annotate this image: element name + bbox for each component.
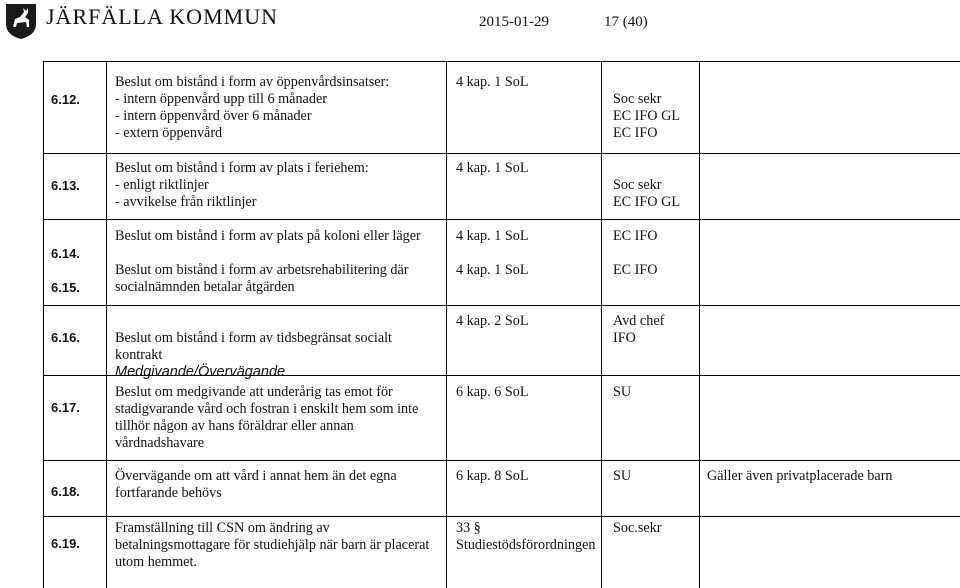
row-delegate: SU bbox=[613, 468, 632, 484]
row-description: Beslut om medgivande att underårig tas emot för stadigvarande vård och fostran i enskilt hem som inte tillhör någon av hans föräldrar eller annan vårdnadshavare bbox=[115, 384, 419, 451]
municipality-name: JÄRFÄLLA KOMMUN bbox=[46, 4, 278, 29]
row-delegate: EC IFO bbox=[613, 262, 658, 278]
row-description: Framställning till CSN om ändring av betalningsmottagare för studiehjälp när barn är placerat utom hemmet. bbox=[115, 520, 430, 570]
row-delegate: Soc.sekr bbox=[613, 520, 662, 536]
row-law: 4 kap. 1 SoL bbox=[456, 262, 529, 278]
section-subheading: Medgivande/Övervägande bbox=[115, 364, 286, 380]
row-number: 6.17. bbox=[51, 400, 80, 415]
row-delegate: Soc sekr EC IFO GL EC IFO bbox=[613, 91, 680, 141]
row-number: 6.19. bbox=[51, 536, 80, 551]
row-law: 4 kap. 1 SoL bbox=[456, 228, 529, 244]
row-description: Beslut om bistånd i form av plats på koloni eller läger bbox=[115, 228, 421, 244]
row-number: 6.12. bbox=[51, 92, 80, 107]
document-date: 2015-01-29 bbox=[479, 14, 549, 30]
row-divider bbox=[43, 219, 960, 220]
row-description: Beslut om bistånd i form av plats i feriehem: - enligt riktlinjer - avvikelse från riktlinjer bbox=[115, 160, 369, 210]
column-divider bbox=[699, 61, 700, 588]
column-divider bbox=[601, 61, 602, 588]
row-divider bbox=[43, 61, 960, 62]
row-divider bbox=[43, 516, 960, 517]
row-law: 4 kap. 1 SoL bbox=[456, 160, 529, 176]
row-number: 6.15. bbox=[51, 280, 80, 295]
row-delegate: Soc sekr EC IFO GL bbox=[613, 177, 680, 210]
jarfalla-crest-icon bbox=[4, 2, 38, 40]
row-number: 6.14. bbox=[51, 246, 80, 261]
row-divider bbox=[43, 460, 960, 461]
row-delegate: SU bbox=[613, 384, 632, 400]
row-law: 4 kap. 1 SoL bbox=[456, 74, 529, 90]
row-number: 6.18. bbox=[51, 484, 80, 499]
row-law: 4 kap. 2 SoL bbox=[456, 313, 529, 329]
row-divider bbox=[43, 153, 960, 154]
row-number: 6.16. bbox=[51, 330, 80, 345]
page-header bbox=[0, 0, 960, 52]
row-note: Gäller även privatplacerade barn bbox=[707, 468, 893, 484]
page-number: 17 (40) bbox=[604, 14, 648, 30]
row-number: 6.13. bbox=[51, 178, 80, 193]
column-divider bbox=[43, 61, 44, 588]
column-divider bbox=[446, 61, 447, 588]
row-law: 6 kap. 6 SoL bbox=[456, 384, 529, 400]
row-description: Beslut om bistånd i form av arbetsrehabilitering där socialnämnden betalar åtgärden bbox=[115, 262, 409, 295]
delegation-table bbox=[43, 61, 960, 588]
row-delegate: EC IFO bbox=[613, 228, 658, 244]
row-description: Beslut om bistånd i form av öppenvårdsinsatser: - intern öppenvård upp till 6 månader - intern öppenvård över 6 månader - extern öppenvård bbox=[115, 74, 390, 141]
column-divider bbox=[106, 61, 107, 588]
row-law: 33 § Studiestödsförordningen bbox=[456, 520, 596, 553]
row-delegate: Avd chef IFO bbox=[613, 313, 665, 346]
row-divider bbox=[43, 305, 960, 306]
row-description: Övervägande om att vård i annat hem än det egna fortfarande behövs bbox=[115, 468, 397, 501]
row-law: 6 kap. 8 SoL bbox=[456, 468, 529, 484]
row-description-text: Beslut om bistånd i form av tidsbegränsat socialt kontrakt bbox=[115, 330, 393, 363]
